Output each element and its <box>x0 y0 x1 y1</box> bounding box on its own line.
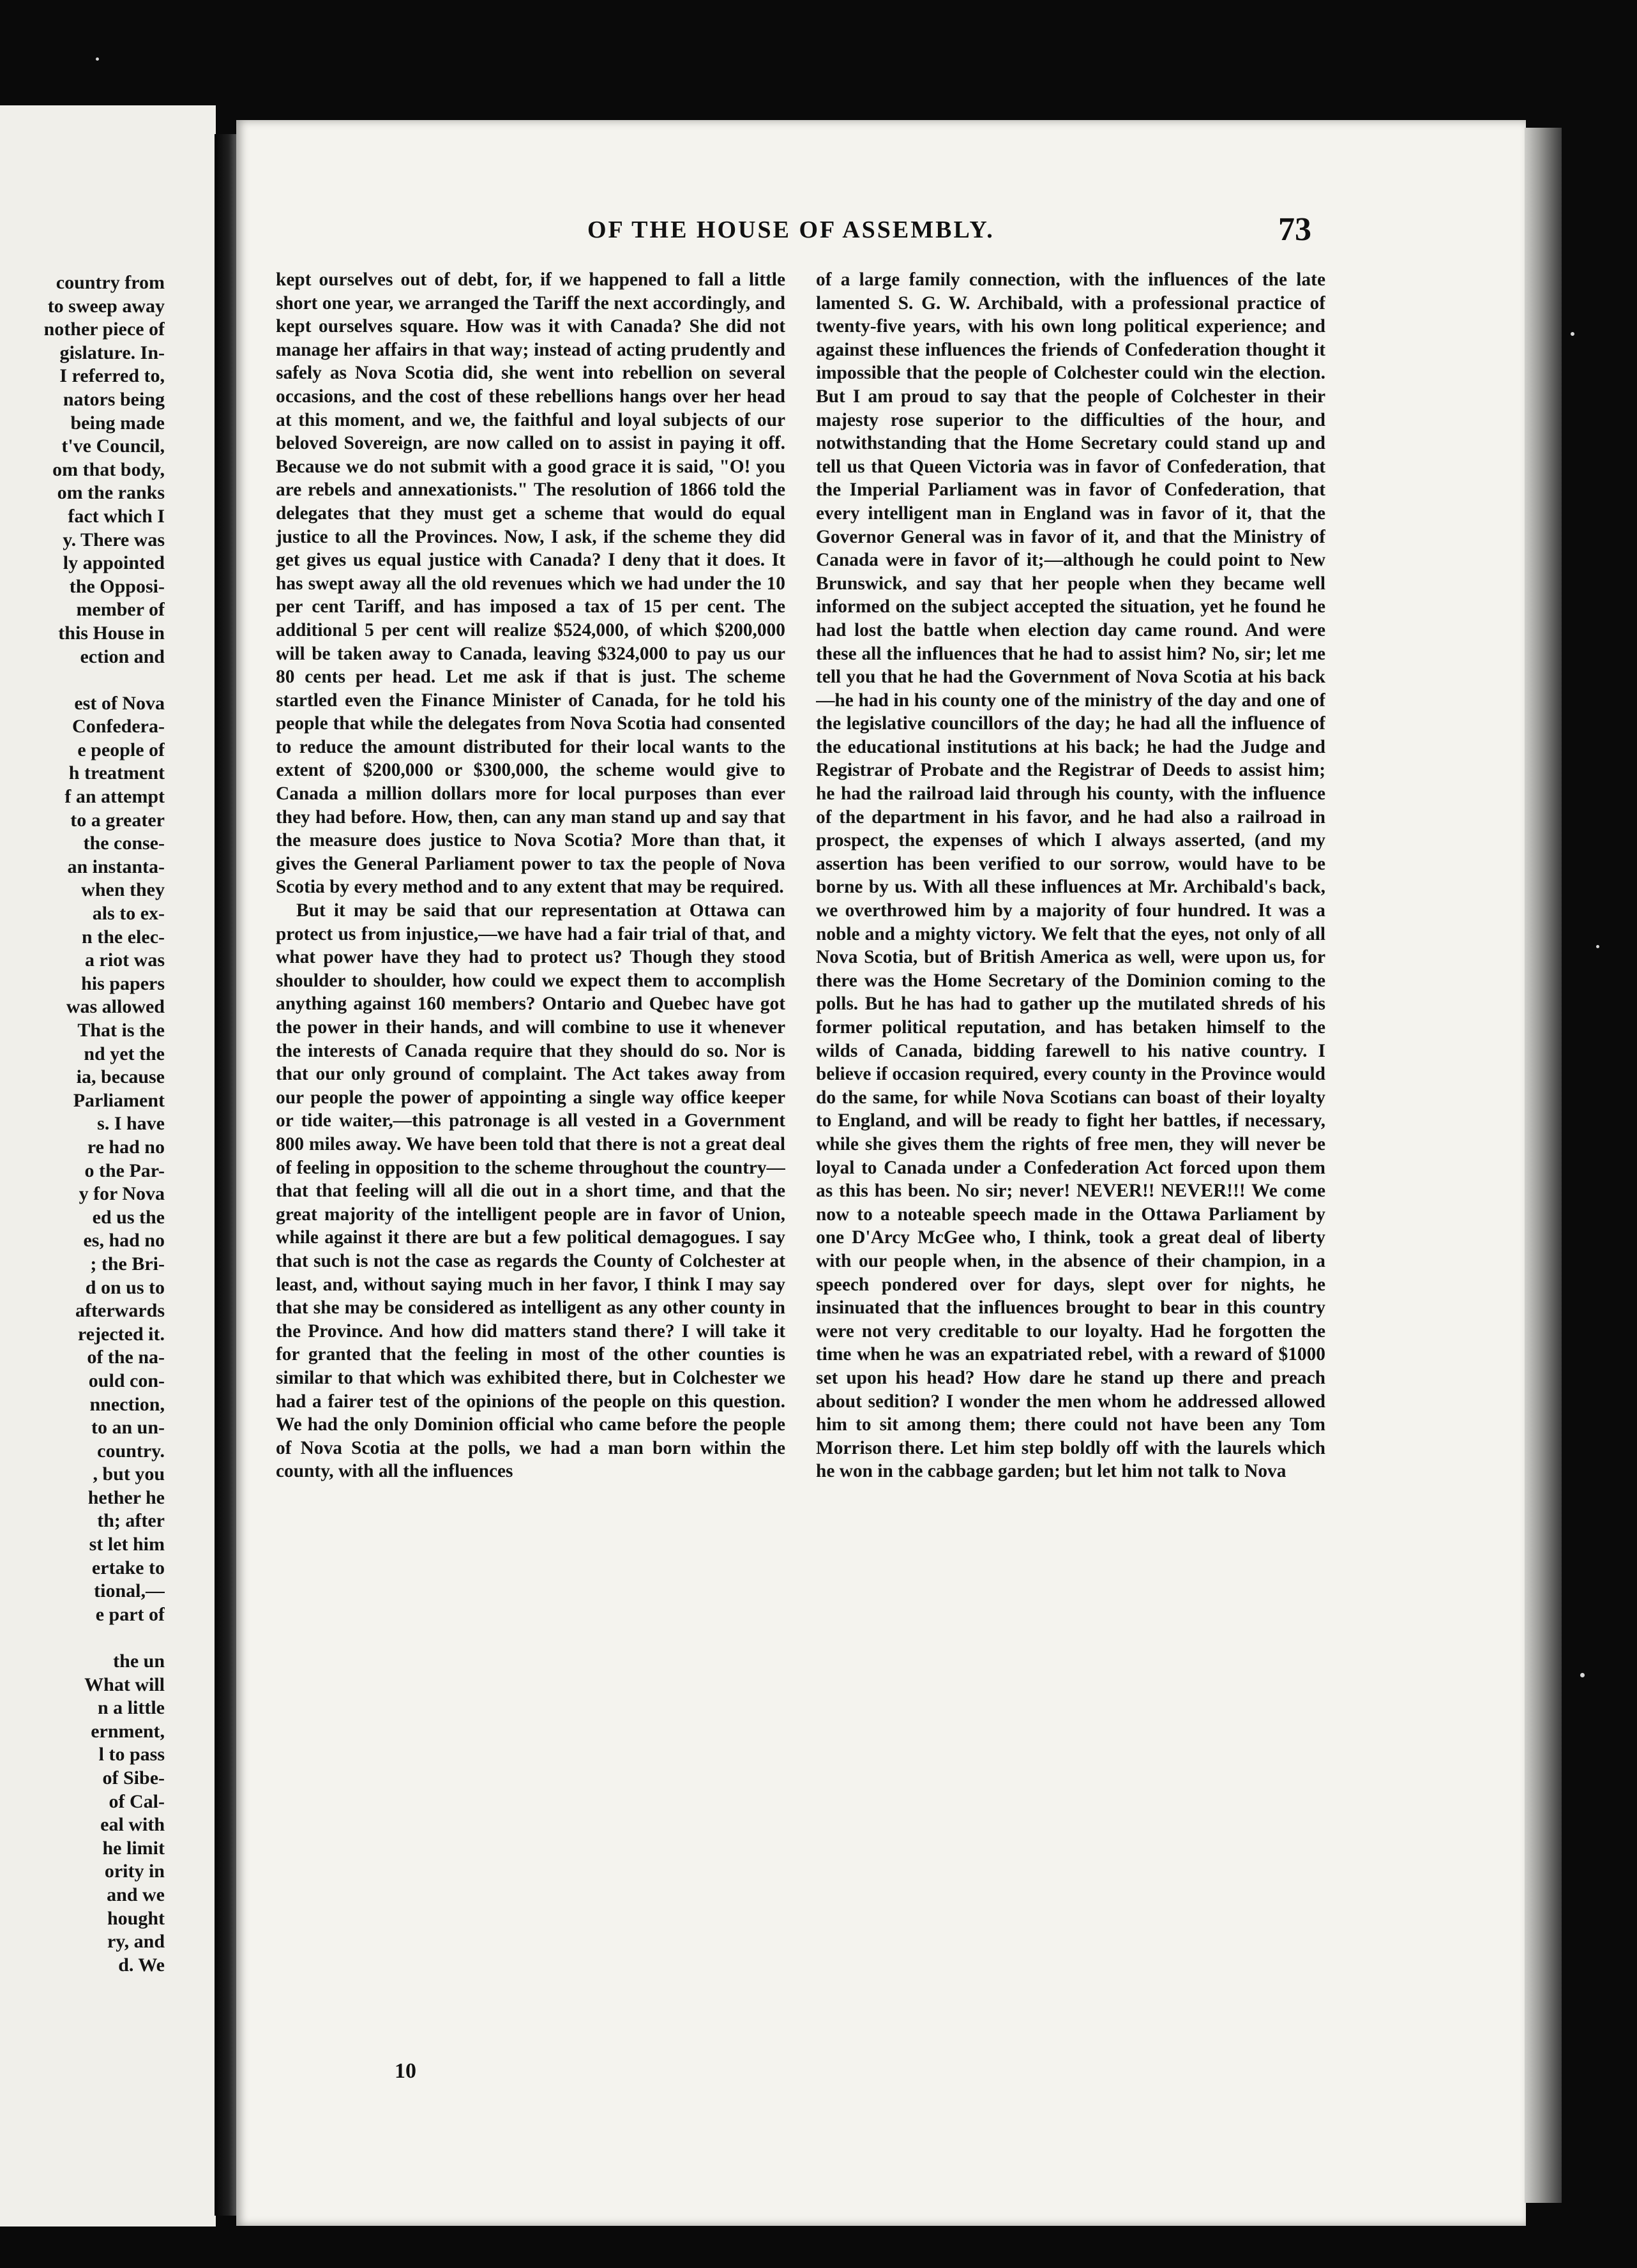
facing-page-line: n the elec- <box>82 926 165 948</box>
facing-page-line: ed us the <box>92 1206 165 1228</box>
facing-page-line: ould con- <box>88 1370 165 1391</box>
facing-page-line: ; the Bri- <box>90 1253 165 1274</box>
facing-page-line: ority in <box>104 1861 165 1882</box>
facing-page-line: est of Nova <box>74 692 165 714</box>
facing-page-line: That is the <box>77 1020 165 1041</box>
facing-page-line: and we <box>107 1884 165 1905</box>
facing-page-text <box>0 271 165 1977</box>
facing-page-line: ry, and <box>107 1931 165 1953</box>
facing-page-line: th; after <box>97 1510 165 1532</box>
facing-page-line: o the Par- <box>84 1160 165 1181</box>
facing-page-line: ection and <box>80 646 165 667</box>
facing-page-line: a riot was <box>85 949 165 971</box>
facing-page-line: of Sibe- <box>102 1767 165 1788</box>
facing-page-line: to an un- <box>91 1417 165 1439</box>
facing-page-line: to sweep away <box>47 295 165 317</box>
facing-page-line: als to ex- <box>92 903 165 925</box>
page-number: 73 <box>1278 211 1311 248</box>
facing-page-line: eal with <box>100 1814 165 1836</box>
facing-page-line: d on us to <box>85 1276 165 1298</box>
facing-page-line: d. We <box>118 1954 165 1976</box>
facing-page-line: gislature. In- <box>59 342 165 363</box>
facing-page-line: of Cal- <box>109 1790 165 1812</box>
facing-page-line: afterwards <box>75 1300 165 1322</box>
facing-page-line: this House in <box>58 622 165 644</box>
facing-page-line: he limit <box>102 1837 165 1859</box>
facing-page-line: nother piece of <box>43 319 165 340</box>
facing-page-line: st let him <box>89 1534 165 1555</box>
facing-page-line: Parliament <box>73 1089 165 1111</box>
facing-page-line: h treatment <box>68 762 165 784</box>
facing-page-line: of the na- <box>87 1347 165 1368</box>
facing-page-line: , but you <box>93 1463 165 1485</box>
facing-page-line: y for Nova <box>79 1183 165 1205</box>
facing-page-line <box>0 669 165 692</box>
facing-page-line: om the ranks <box>57 482 165 504</box>
facing-page-line: the Opposi- <box>69 575 165 597</box>
facing-page-line: e people of <box>77 739 165 760</box>
facing-page-line: What will <box>84 1674 165 1695</box>
facing-page-line: I referred to, <box>59 365 165 387</box>
facing-page-line: e part of <box>95 1603 165 1625</box>
facing-page-line: Confedera- <box>72 716 165 737</box>
text-column-left <box>276 268 785 2101</box>
text-column-right <box>816 268 1325 2101</box>
facing-page-line: hether he <box>87 1486 165 1508</box>
facing-page-line: ernment, <box>91 1720 165 1742</box>
facing-page-line: his papers <box>81 972 165 994</box>
facing-page-line: re had no <box>87 1136 165 1158</box>
facing-page-line: being made <box>70 412 165 434</box>
facing-page-line: to a greater <box>70 809 165 831</box>
facing-page-line: l to pass <box>98 1744 165 1765</box>
facing-page-line: n a little <box>98 1697 165 1719</box>
paragraph: of a large family connection, with the influences of the late lamented S. G. W. Archibald, with a professional practice of twenty-five years, with his own long political experience; and against these influences the friends of Confederation thought it impossible that the people of Colchester could win the election. But I am proud to say that the people of Colchester in their majesty rose superior to the difficulties of the hour, and notwithstanding that the Home Secretary could stand up and tell us that Queen Victoria was in favor of Confederation, that the Imperial Parliament was in favor of Confederation, that every intelligent man in England was in favor of it, that the Governor General was in favor of it, and that the Ministry of Canada were in favor of it;—although he could point to New Brunswick, and say that her people when they became well informed on the subject accepted the situation, yet he found he had lost the battle when election day came round. And were these all the influences that he had to assist him? No, sir; let me tell you that he had the Government of Nova Scotia at his back—he had in his county one of the ministry of the day and one of the legislative councillors of the day; he had all the influence of the educational institutions at his back; he had the Judge and Registrar of Probate and the Registrar of Deeds to assist him; he had the railroad laid through his county, with the influence of the department in his favor, and he had also a railroad in prospect, the expenses of which I always asserted, (and my assertion has been verified to our sorrow, would have to be borne by us. With all these influences at Mr. Archibald's back, we overthrowed him by a majority of four hundred. It was a noble and a mighty victory. We felt that the eyes, not only of all Nova Scotia, but of British America as well, were upon us, for there was the Home Secretary of the Dominion coming to the polls. But he has had to gather up the mutilated shreds of his former political reputation, and has betaken himself to the wilds of Canada, bidding farewell to his native country. I believe if occasion required, every county in the Province would do the same, for while Nova Scotians can boast of their loyalty to England, and will be ready to fight her battles, if necessary, while she gives them the rights of free men, they will never be loyal to Canada under a Confederation Act forced upon them as this has been. No sir; never! NEVER!! NEVER!!! We come now to a noteable speech made in the Ottawa Parliament by one D'Arcy McGee who, I think, took a great deal of liberty with our people when, in the absence of their champion, in a speech pondered over for days, slept over for nights, he insinuated that the influences brought to bear in this country were not very creditable to our loyalty. Had he forgotten the time when he was an expatriated rebel, with a reward of $1000 set upon his head? How dare he stand up there and preach about sedition? I wonder the men whom he addressed allowed him to sit among them; there could not have been any Tom Morrison there. Let him step boldly off with the laurels which he won in the cabbage garden; but let him not talk to Nova <box>816 269 1325 1482</box>
facing-page-line: an instanta- <box>67 856 165 877</box>
facing-page-line: was allowed <box>66 996 165 1018</box>
facing-page-line: s. I have <box>97 1113 165 1135</box>
facing-page-line: es, had no <box>83 1230 165 1251</box>
facing-page-line: om that body, <box>52 458 165 480</box>
signature-mark: 10 <box>395 2059 416 2083</box>
facing-page-line: t've Council, <box>61 435 165 457</box>
facing-page-line: ly appointed <box>63 552 165 574</box>
facing-page-fragment <box>0 105 216 2226</box>
running-header: OF THE HOUSE OF ASSEMBLY. <box>587 216 995 243</box>
facing-page-line: nators being <box>63 388 165 410</box>
facing-page-line: f an attempt <box>64 786 165 808</box>
dust-speck <box>1571 332 1574 336</box>
facing-page-line: nnection, <box>89 1393 165 1415</box>
facing-page-line: nd yet the <box>84 1043 165 1064</box>
facing-page-line: fact which I <box>68 505 165 527</box>
facing-page-line: hought <box>107 1907 165 1929</box>
paragraph: But it may be said that our representation at Ottawa can protect us from injustice,—we have had a fair trial of that, and what power have they had to protect us? Though they stood shoulder to shoulder, how could we expect them to accomplish anything against 160 members? Ontario and Quebec have got the power in their hands, and will combine to use it whenever the interests of Canada require that they should do so. Nor is that our only ground of complaint. The Act takes away from our people the power of appointing a single way office keeper or tide waiter,—this patronage is all vested in a Government 800 miles away. We have been told that there is not a great deal of feeling in opposition to the scheme throughout the country—that that feeling will all die out in a short time, and that the great majority of the intelligent people are in favor of Union, while against it there are but a few political demagogues. I say that such is not the case as regards the County of Colchester at least, and, without saying much in her favor, I think I may say that she may be considered as intelligent as any other county in the Province. And how did matters stand there? I will take it for granted that the feeling in most of the other counties is similar to that which was exhibited there, but in Colchester we had a fairer test of the opinions of the people on this question. We had the only Dominion official who came before the people of Nova Scotia at the polls, we had a man born within the county, with all the influences <box>276 900 785 1482</box>
paragraph: kept ourselves out of debt, for, if we happened to fall a little short one year, we arranged the Tariff the next accordingly, and kept ourselves square. How was it with Canada? She did not manage her affairs in that way; instead of acting prudently and safely as Nova Scotia did, she went into rebellion on several occasions, and the cost of these rebellions hangs over her head at this moment, and we, the faithful and loyal subjects of our beloved Sovereign, are now called on to assist in paying it off. Because we do not submit with a good grace it is said, "O! you are rebels and annexationists." The resolution of 1866 told the delegates that they must get a scheme that would do equal justice to all the Provinces. Now, I ask, if the scheme they did get gives us equal justice with Canada? I deny that it does. It has swept away all the old revenues which we had under the 10 per cent Tariff, and has imposed a tax of 15 per cent. The additional 5 per cent will realize $524,000, of which $200,000 will be taken away to Canada, leaving $324,000 to pay us our 80 cents per head. Let me ask if that is just. The scheme startled even the Finance Minister of Canada, for he told his people that while the delegates from Nova Scotia had consented to reduce the amount distributed for their local wants to the extent of $200,000 or $300,000, the scheme would give to Canada a million dollars more for local purposes than ever they had before. How, then, can any man stand up and say that the measure does justice to Nova Scotia? More than that, it gives the General Parliament power to tax the people of Nova Scotia by every method and to any extent that may be required. <box>276 269 785 898</box>
facing-page-line: the conse- <box>83 833 165 854</box>
facing-page-line: member of <box>76 599 165 621</box>
facing-page-line: when they <box>81 879 165 901</box>
dust-speck <box>96 57 99 61</box>
page-edge <box>1525 128 1562 2203</box>
facing-page-line: ia, because <box>76 1066 165 1088</box>
facing-page-line: country. <box>97 1440 165 1462</box>
facing-page-line: y. There was <box>63 529 165 550</box>
facing-page-line: ertake to <box>91 1557 165 1578</box>
dust-speck <box>1596 945 1599 948</box>
facing-page-line: country from <box>56 272 165 293</box>
facing-page-line: tional,— <box>94 1580 165 1602</box>
facing-page-line <box>0 1626 165 1650</box>
facing-page-line: the un <box>113 1651 165 1672</box>
facing-page-line: rejected it. <box>77 1323 165 1345</box>
dust-speck <box>1580 1673 1585 1677</box>
